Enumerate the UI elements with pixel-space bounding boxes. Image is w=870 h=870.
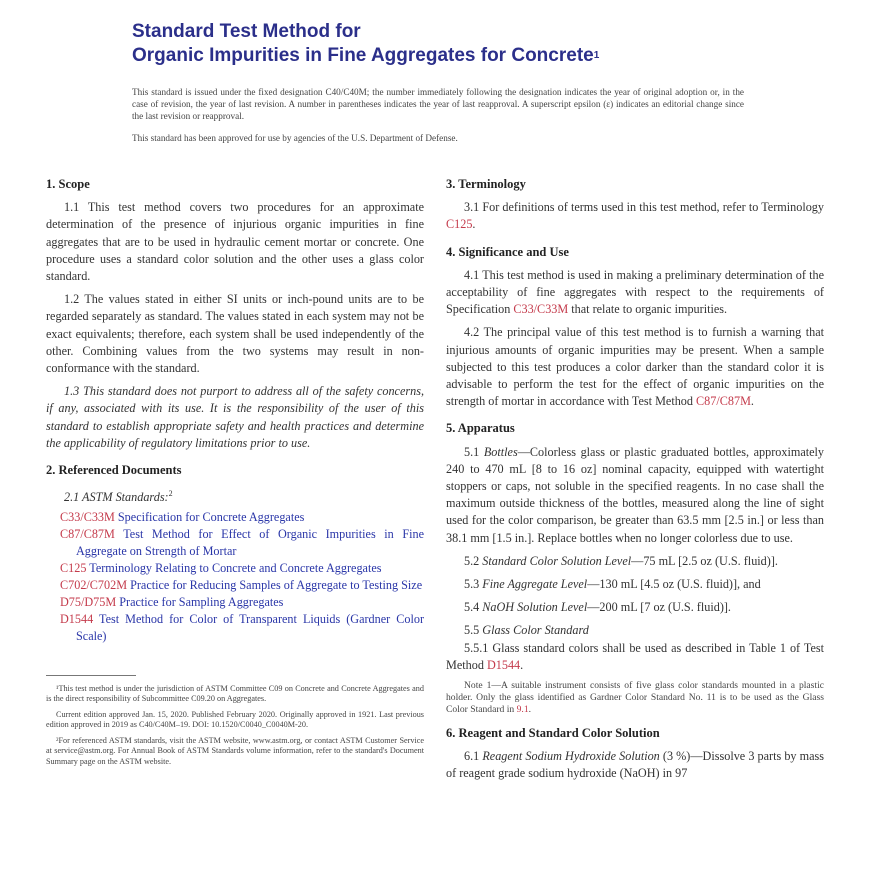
paragraph-text: 4.1 This test method is used in making a preliminary determination of the acceptability of fine aggregates with respect to the requirements of Specification	[446, 267, 824, 317]
reference-code[interactable]: D75/D75M	[60, 594, 117, 609]
paragraph-text: 5.3	[464, 577, 483, 592]
paragraph-text: .	[472, 217, 476, 232]
footnote-divider	[46, 675, 136, 676]
paragraph-1-2: 1.2 The values stated in either SI units or inch-pound units are to be regarded separately as standard. The values stated in each system may not be exact equivalents; therefore, each system shall be used independently of the other. Combining values from the two systems may result in non-conformance with the standard.	[46, 292, 424, 376]
reference-item[interactable]	[60, 526, 424, 560]
paragraph-text: 4.2 The principal value of this test method is to furnish a warning that injurious amounts of organic impurities may be present. When a sample subjected to this test produces a color darker than the standard color it is advisable to perform the test for the effect of organic impurities on the strength of mortar in accordance with Test Method	[446, 325, 824, 409]
paragraph-text: 5.4	[464, 600, 483, 615]
paragraph-text: .	[750, 394, 754, 409]
footnote-2: ²For referenced ASTM standards, visit the ASTM website, www.astm.org, or contact ASTM Customer Service at service@astm.org. For Annual Book of ASTM Standards volume information, refer to the standard's Document Summary page on the ASTM website.	[46, 735, 424, 766]
section-apparatus-heading: 5. Apparatus	[446, 421, 515, 436]
paragraph-6-1	[446, 748, 824, 782]
paragraph-1-3: 1.3 This standard does not purport to address all of the safety concerns, if any, associated with its use. It is the responsibility of the user of this standard to establish appropriate safety and health practices and determine the applicability of regulatory limitations prior to use.	[46, 384, 424, 450]
paragraph-text: 3.1 For definitions of terms used in this test method, refer to Terminology	[464, 200, 824, 215]
paragraph-4-1	[446, 267, 824, 319]
paragraph-term: Reagent Sodium Hydroxide Solution	[482, 748, 660, 763]
paragraph-5-4	[446, 599, 824, 616]
paragraph-5-1	[446, 444, 824, 547]
paragraph-text: 5.5.1 Glass standard colors shall be used as described in Table 1 of Test Method	[446, 640, 824, 672]
reference-code[interactable]: D1544	[60, 611, 94, 626]
reference-code[interactable]: C87/C87M	[60, 526, 115, 541]
paragraph-5-3	[446, 576, 824, 593]
paragraph-text: 5.1	[464, 444, 484, 459]
paragraph-2-1	[46, 485, 424, 506]
reference-item[interactable]	[60, 577, 424, 594]
paragraph-5-5	[446, 622, 824, 639]
section-terminology-heading: 3. Terminology	[446, 177, 526, 191]
title-footnote-mark: 1	[593, 50, 600, 61]
paragraph-text: —75 mL [2.5 oz (U.S. fluid)].	[631, 553, 778, 568]
link-c87[interactable]: C87/C87M	[696, 394, 751, 409]
reference-item[interactable]	[60, 509, 424, 526]
paragraph-term: Bottles	[483, 444, 518, 459]
left-column	[46, 176, 424, 772]
paragraph-5-2	[446, 553, 824, 570]
paragraph-term: NaOH Solution Level	[482, 600, 588, 615]
paragraph-term: Fine Aggregate Level	[482, 577, 588, 592]
document-title	[132, 20, 832, 68]
section-referenced-documents-heading: 2. Referenced Documents	[46, 463, 182, 478]
reference-title[interactable]: Test Method for Effect of Organic Impurities in Fine Aggregate on Strength of Mortar	[76, 526, 424, 558]
section-reagent-heading: 6. Reagent and Standard Color Solution	[446, 725, 660, 740]
paragraph-5-5-1	[446, 640, 824, 674]
link-d1544[interactable]: D1544	[486, 657, 521, 672]
designation-notice	[132, 86, 744, 154]
reference-title[interactable]: Practice for Reducing Samples of Aggregate to Testing Size	[127, 577, 423, 592]
reference-title[interactable]: Test Method for Color of Transparent Liquids (Gardner Color Scale)	[76, 611, 424, 643]
paragraph-text: .	[520, 657, 524, 672]
paragraph-text: 5.5	[464, 623, 483, 638]
paragraph-text: 6.1	[464, 748, 483, 763]
footnote-mark-2: 2	[168, 489, 173, 499]
paragraph-text: that relate to organic impurities.	[568, 302, 728, 317]
note-text: .	[528, 704, 532, 716]
paragraph-4-2	[446, 324, 824, 410]
link-9-1[interactable]: 9.1	[516, 704, 529, 716]
reference-list	[60, 509, 424, 645]
paragraph-term: Glass Color Standard	[482, 623, 589, 638]
reference-code[interactable]: C125	[60, 560, 87, 575]
paragraph-text: —200 mL [7 oz (U.S. fluid)].	[587, 600, 731, 615]
footnote-edition: Current edition approved Jan. 15, 2020. Published February 2020. Originally approved in 1921. Last previous edition approved in 2019 as C40/C40M–19. DOI: 10.1520/C0040_C0040M-20.	[46, 709, 424, 730]
reference-item[interactable]	[60, 560, 424, 577]
title-line-2	[132, 44, 832, 68]
title-line-1: Standard Test Method for	[132, 21, 361, 42]
paragraph-term: Standard Color Solution Level	[482, 553, 632, 568]
reference-title[interactable]: Practice for Sampling Aggregates	[116, 594, 284, 609]
dod-approval-paragraph: This standard has been approved for use by agencies of the U.S. Department of Defense.	[132, 133, 458, 143]
designation-paragraph: This standard is issued under the fixed designation C40/C40M; the number immediately following the designation indicates the year of original adoption or, in the case of revision, the year of last revision. A number in parentheses indicates the year of last reapproval. A superscript epsilon (ε) indicates an editorial change since the last revision or reapproval.	[132, 87, 744, 121]
reference-item[interactable]	[60, 611, 424, 645]
paragraph-text: —Colorless glass or plastic graduated bottles, approximately 240 to 470 mL [8 to 16 oz] nominal capacity, equipped with watertight stoppers or caps, not soluble in the specified reagents. In no case shall the maximum outside thickness of the bottles, measured along the line of sight used for the color comparison, be greater than 63.5 mm [2.5 in.] or less than 38.1 mm [1.5 in.]. Replace bottles when no longer colorless due to use.	[446, 444, 824, 545]
link-c33[interactable]: C33/C33M	[513, 302, 569, 317]
paragraph-1-1: 1.1 This test method covers two procedures for an approximate determination of the presence of injurious organic impurities in fine aggregates that are to be used in hydraulic cement mortar or concrete. One procedure uses a standard color solution and the other uses a glass color standard.	[46, 200, 424, 284]
reference-title[interactable]: Specification for Concrete Aggregates	[114, 509, 305, 524]
reference-title[interactable]: Terminology Relating to Concrete and Concrete Aggregates	[86, 560, 382, 575]
link-c125[interactable]: C125	[446, 217, 473, 232]
right-column	[446, 176, 824, 788]
note-text: Note 1—A suitable instrument consists of five glass color standards mounted in a plastic holder. Only the glass identified as Gardner Color Standard No. 11 is to be used as the Glass Color Standard in	[446, 680, 824, 716]
section-significance-heading: 4. Significance and Use	[446, 244, 569, 259]
note-1	[446, 680, 824, 717]
reference-item[interactable]	[60, 594, 424, 611]
reference-code[interactable]: C33/C33M	[60, 509, 115, 524]
footnote-1: ¹This test method is under the jurisdiction of ASTM Committee C09 on Concrete and Concrete Aggregates and is the direct responsibility of Subcommittee C09.20 on Aggregates.	[46, 683, 424, 704]
title-line-2-text: Organic Impurities in Fine Aggregates for Concrete	[132, 45, 594, 66]
reference-code[interactable]: C702/C702M	[60, 577, 128, 592]
section-scope-heading: 1. Scope	[46, 177, 90, 191]
paragraph-text: 5.2	[464, 553, 483, 568]
astm-standards-label: 2.1 ASTM Standards:	[64, 490, 169, 505]
paragraph-text: (3 %)—Dissolve 3 parts by mass of reagent grade sodium hydroxide (NaOH) in 97	[446, 748, 824, 781]
paragraph-3-1	[446, 199, 824, 233]
paragraph-text: —130 mL [4.5 oz (U.S. fluid)], and	[587, 577, 761, 592]
